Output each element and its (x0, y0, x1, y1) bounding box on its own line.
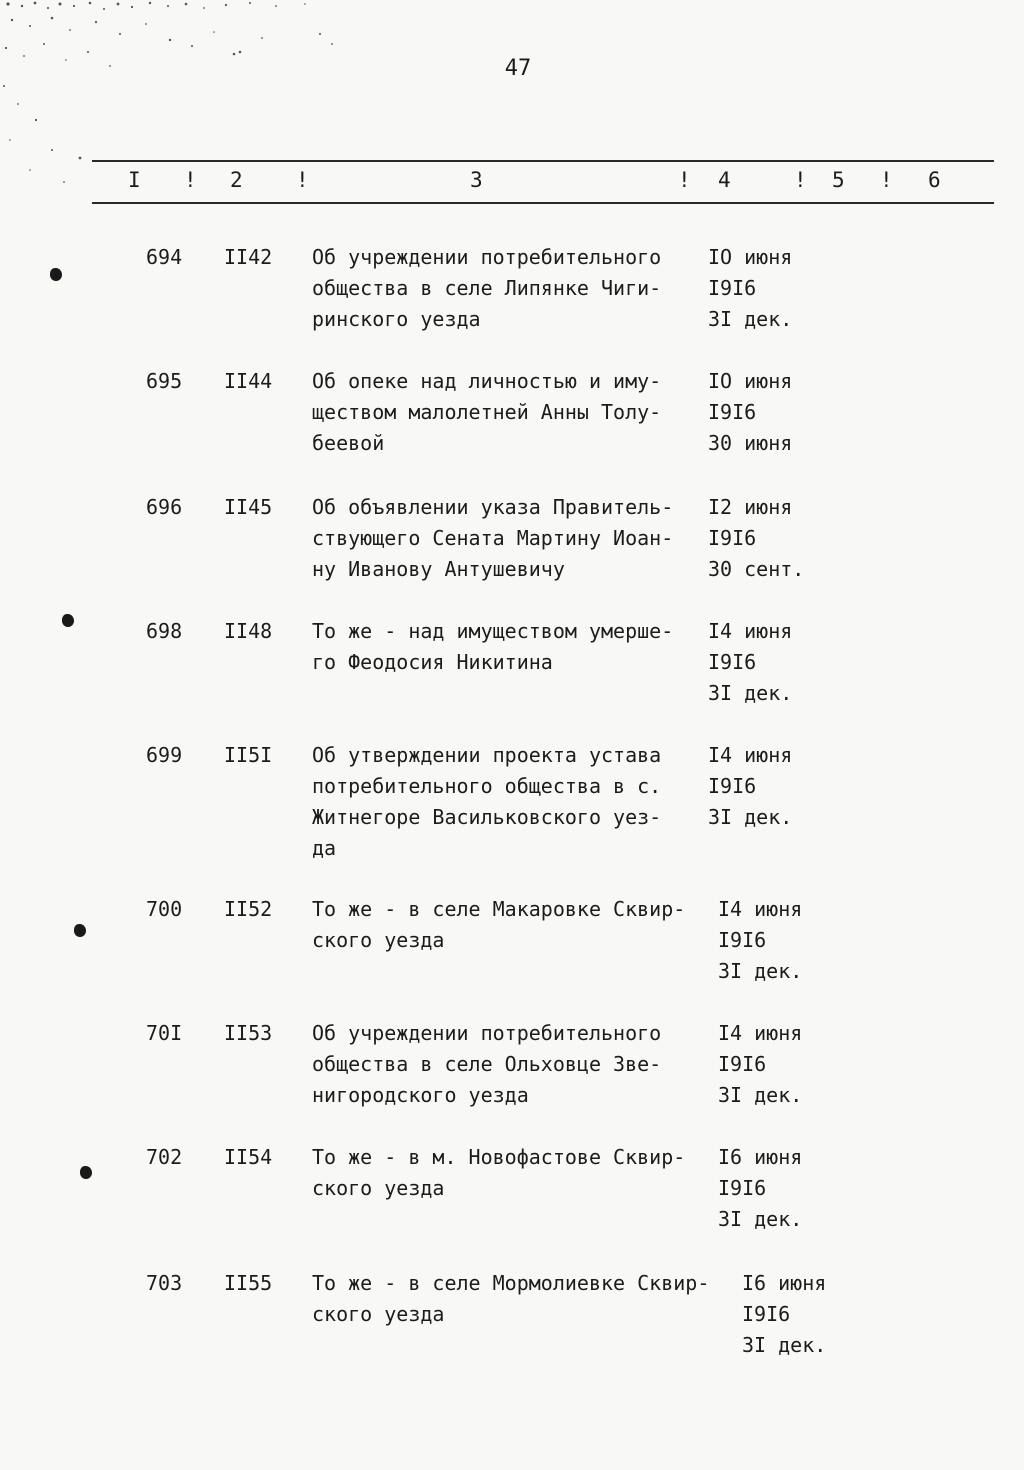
entry-number: 699 (146, 743, 183, 767)
header-separator: ! (880, 168, 893, 192)
punch-hole-mark (74, 924, 86, 937)
entry-dates (718, 894, 802, 987)
description-line: общества в селе Липянке Чиги- (312, 276, 662, 300)
date-line: 3I дек. (718, 1207, 803, 1231)
entry-number: 698 (146, 619, 183, 643)
description-line: Житнегоре Васильковского уез- (312, 805, 662, 829)
entry-dates (742, 1268, 826, 1361)
punch-hole-mark (50, 268, 62, 281)
date-line: I6 июня (742, 1271, 827, 1295)
entry-dates (718, 1142, 802, 1235)
entry-dates (708, 242, 792, 335)
entry-description (312, 1142, 712, 1204)
date-line: 3I дек. (718, 1083, 803, 1107)
date-line: I9I6 (708, 276, 757, 300)
entry-code: II44 (224, 369, 273, 393)
description-line: Об учреждении потребительного (312, 1021, 662, 1045)
description-line: То же - в селе Макаровке Сквир- (312, 897, 686, 921)
date-line: I9I6 (708, 774, 757, 798)
date-line: 3I дек. (708, 805, 793, 829)
date-line: I9I6 (708, 526, 757, 550)
description-line: То же - в м. Новофастове Сквир- (312, 1145, 686, 1169)
entry-description (312, 366, 712, 459)
entry-code: II54 (224, 1145, 273, 1169)
description-line: ринского уезда (312, 307, 481, 331)
punch-hole-mark (80, 1166, 92, 1179)
entry-code: II53 (224, 1021, 273, 1045)
description-line: Об объявлении указа Правитель- (312, 495, 674, 519)
entry-description (312, 242, 712, 335)
description-line: ского уезда (312, 928, 445, 952)
description-line: Об утверждении проекта устава (312, 743, 662, 767)
header-separator: ! (794, 168, 807, 192)
entry-code: II5I (224, 743, 273, 767)
header-col-5: 5 (832, 168, 845, 192)
date-line: IO июня (708, 245, 793, 269)
entry-dates (708, 740, 792, 833)
description-line: общества в селе Ольховце Зве- (312, 1052, 662, 1076)
date-line: I9I6 (708, 400, 757, 424)
date-line: IO июня (708, 369, 793, 393)
header-bottom-rule (92, 202, 994, 204)
entry-number: 694 (146, 245, 183, 269)
entry-code: II48 (224, 619, 273, 643)
date-line: I4 июня (708, 619, 793, 643)
date-line: I4 июня (708, 743, 793, 767)
entry-code: II45 (224, 495, 273, 519)
entry-description (312, 492, 712, 585)
entry-dates (708, 616, 792, 709)
date-line: 3I дек. (708, 307, 793, 331)
description-line: ского уезда (312, 1302, 445, 1326)
header-col-1: I (128, 168, 141, 192)
entry-code: II52 (224, 897, 273, 921)
entry-number: 702 (146, 1145, 183, 1169)
entry-code: II42 (224, 245, 273, 269)
entry-description (312, 894, 712, 956)
description-line: ществом малолетней Анны Толу- (312, 400, 662, 424)
header-col-3: 3 (470, 168, 483, 192)
date-line: 3I дек. (718, 959, 803, 983)
entry-number: 695 (146, 369, 183, 393)
header-separator: ! (678, 168, 691, 192)
date-line: 30 июня (708, 431, 793, 455)
entry-dates (718, 1018, 802, 1111)
page-number: 47 (504, 56, 532, 81)
header-top-rule (92, 160, 994, 162)
description-line: го Феодосия Никитина (312, 650, 553, 674)
date-line: I4 июня (718, 1021, 803, 1045)
entry-description (312, 1018, 712, 1111)
description-line: беевой (312, 431, 385, 455)
description-line: да (312, 836, 337, 860)
description-line: ну Иванову Антушевичу (312, 557, 565, 581)
date-line: I4 июня (718, 897, 803, 921)
entry-number: 700 (146, 897, 183, 921)
header-separator: ! (296, 168, 309, 192)
date-line: I9I6 (718, 1176, 767, 1200)
entry-number: 696 (146, 495, 183, 519)
entry-description (312, 616, 712, 678)
date-line: I9I6 (708, 650, 757, 674)
entry-description (312, 740, 712, 864)
entry-number: 703 (146, 1271, 183, 1295)
description-line: нигородского уезда (312, 1083, 529, 1107)
description-line: ского уезда (312, 1176, 445, 1200)
entry-dates (708, 492, 804, 585)
description-line: потребительного общества в с. (312, 774, 662, 798)
header-col-4: 4 (718, 168, 731, 192)
date-line: I9I6 (718, 928, 767, 952)
entry-description (312, 1268, 712, 1330)
description-line: То же - в селе Мормолиевке Сквир- (312, 1271, 710, 1295)
description-line: ствующего Сената Мартину Иоан- (312, 526, 674, 550)
entry-dates (708, 366, 792, 459)
date-line: I2 июня (708, 495, 793, 519)
date-line: I9I6 (742, 1302, 791, 1326)
header-col-2: 2 (230, 168, 243, 192)
entry-code: II55 (224, 1271, 273, 1295)
date-line: 30 сент. (708, 557, 805, 581)
date-line: 3I дек. (742, 1333, 827, 1357)
date-line: I9I6 (718, 1052, 767, 1076)
description-line: Об опеке над личностью и иму- (312, 369, 662, 393)
header-separator: ! (184, 168, 197, 192)
date-line: I6 июня (718, 1145, 803, 1169)
description-line: Об учреждении потребительного (312, 245, 662, 269)
entry-number: 70I (146, 1021, 183, 1045)
header-col-6: 6 (928, 168, 941, 192)
punch-hole-mark (62, 614, 74, 627)
description-line: То же - над имуществом умерше- (312, 619, 674, 643)
date-line: 3I дек. (708, 681, 793, 705)
